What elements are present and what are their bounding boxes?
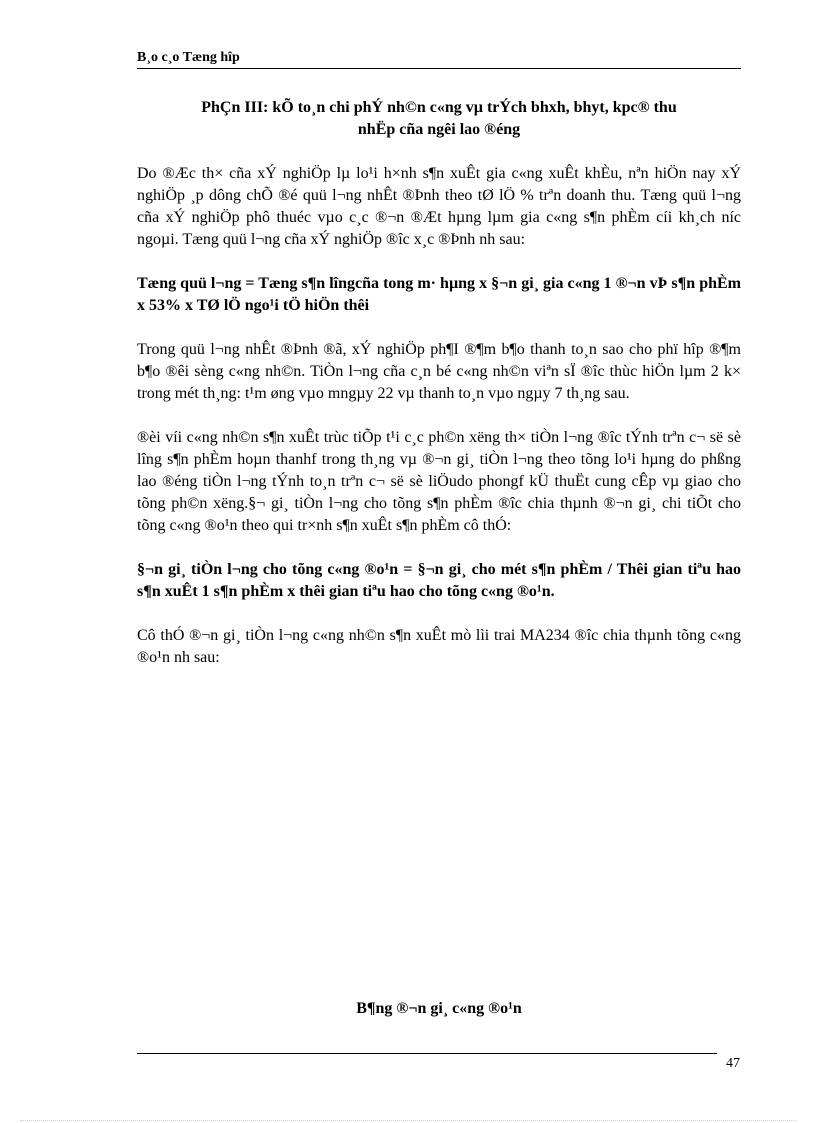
section-title-line-1: PhÇn III: kÕ to¸n chi phÝ nh©n c«ng vµ trÝch bhxh, bhyt, kpc® thu (201, 99, 677, 116)
spacer (137, 141, 741, 163)
spacer (137, 405, 741, 427)
formula-total-wage-fund: Tæng quü l¬ng = Tæng s¶n lîngcña tong m· hµng x §¬n gi¸ gia c«ng 1 ®¬n vÞ s¶n phÈm x 53% x TØ lÖ ngo¹i tÖ hiÖn thêi (137, 275, 741, 314)
paragraph-specific-example: Cô thÓ ®¬n gi¸ tiÒn l¬ng c«ng nh©n s¶n xuÊt mò lìi trai MA234 ®îc chia thµnh tõng c«ng ®o¹n nh sau: (137, 627, 741, 666)
header-divider (137, 68, 741, 69)
formula-stage-unit-price: §¬n gi¸ tiÒn l¬ng cho tõng c«ng ®o¹n = §¬n gi¸ cho mét s¶n phÈm / Thêi gian tiªu hao s¶n xuÊt 1 s¶n phÈm x thêi gian tiªu hao cho tõng c«ng ®o¹n. (137, 561, 741, 600)
running-header: B¸o c¸o Tæng hîp (137, 50, 240, 65)
paragraph-wage-payment: Trong quü l¬ng nhÊt ®Þnh ®ã, xÝ nghiÖp ph¶I ®¶m b¶o thanh to¸n sao cho phï hîp ®¶m b¶o ®êi sèng c«ng nh©n. TiÒn l¬ng cña c¸n bé c«ng nh©n viªn sÏ ®îc thùc hiÖn lµm 2 k× trong mét th¸ng: t¹m øng vµo mngµy 22 vµ thanh to¸n vµo ngµy 7 th¸ng sau. (137, 341, 741, 402)
page-edge-dotted-line (20, 1120, 796, 1121)
section-title-line-2: nhËp cña ngêi lao ®éng (357, 121, 521, 138)
spacer (137, 537, 741, 559)
paragraph-production-workers: ®èi víi c«ng nh©n s¶n xuÊt trùc tiÕp t¹i c¸c ph©n xëng th× tiÒn l¬ng ®îc tÝnh trªn c¬ së sè lîng s¶n phÈm hoµn thanhf trong th¸ng vµ ®¬n gi¸ tiÒn l¬ng theo tõng lo¹i hµng do phßng lao ®éng tiÒn l¬ng tÝnh to¸n trªn c¬ së sè liÖudo phongf kÜ thuËt cung cÊp vµ giao cho tõng ph©n xëng.§¬ gi¸ tiÒn l¬ng cho tõng s¶n phÈm ®îc chia thµnh ®¬n gi¸ chi tiÕt cho tõng c«ng ®o¹n theo qui tr×nh s¶n xuÊt s¶n phÈm cô thÓ: (137, 429, 741, 534)
spacer (137, 251, 741, 273)
footer-divider (137, 1053, 717, 1054)
page-body (137, 97, 741, 669)
table-caption: B¶ng ®¬n gi¸ c«ng ®o¹n (356, 1000, 522, 1017)
spacer (137, 603, 741, 625)
page-number: 47 (726, 1056, 740, 1071)
paragraph-intro: Do ®Æc th× cña xÝ nghiÖp lµ lo¹i h×nh s¶n xuÊt gia c«ng xuÊt khÈu, nªn hiÖn nay xÝ nghiÖp ¸p dông chÕ ®é quü l¬ng nhÊt ®Þnh theo tØ lÖ % trªn doanh thu. Tæng quü l¬ng cña xÝ nghiÖp phô thuéc vµo c¸c ®¬n ®Æt hµng lµm gia c«ng s¶n phÈm cíi kh¸ch níc ngoµi. Tæng quü l¬ng cña xÝ nghiÖp ®îc x¸c ®Þnh nh sau: (137, 165, 741, 248)
spacer (137, 317, 741, 339)
